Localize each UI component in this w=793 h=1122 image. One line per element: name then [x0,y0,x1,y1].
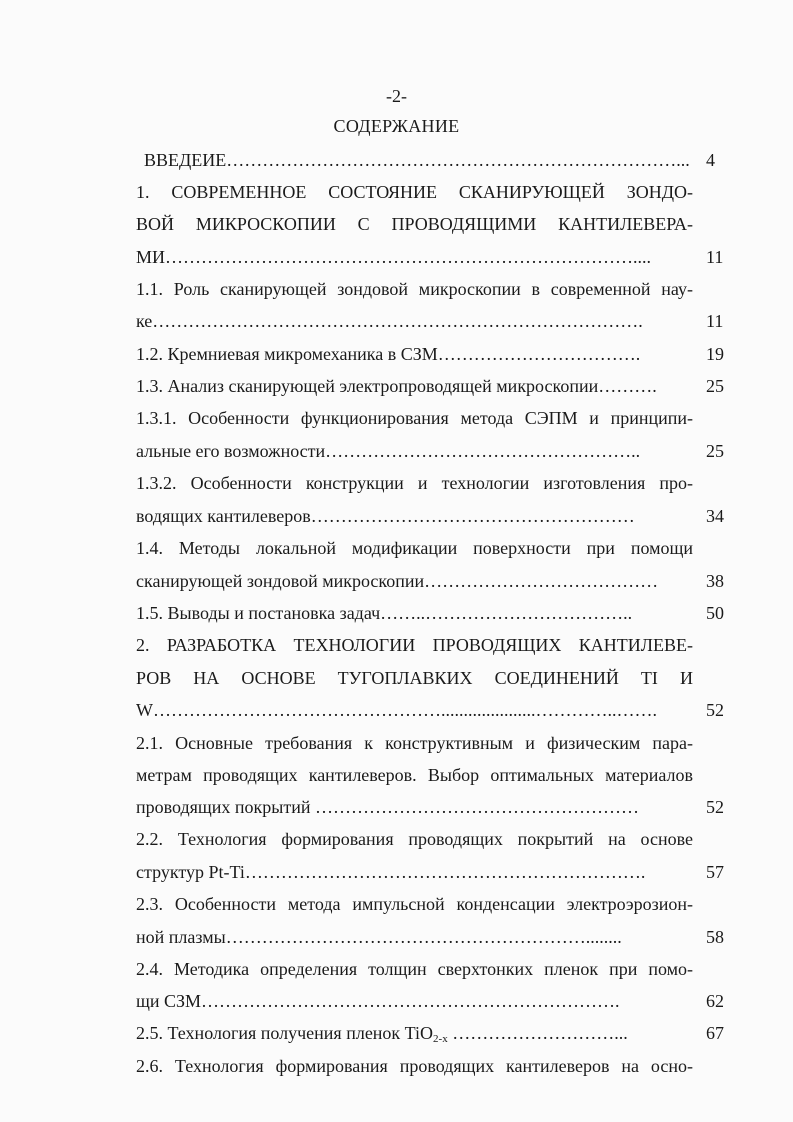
toc-entry-1-3: 1.3. Анализ сканирующей электропроводящей микроскопии………. [136,376,657,396]
toc-page-number: 58 [706,927,724,947]
toc-entry-2-5-subscript: 2-x [433,1033,448,1045]
toc-page-number: 57 [706,862,724,882]
toc-entry-2-5-suffix: ………………………... [447,1023,628,1043]
page-number: -2- [386,86,407,106]
toc-entry-2-2-line2: структур Pt-Ti…………………………………………………………. [136,862,646,882]
toc-page-number: 25 [706,441,724,461]
toc-entry-2-2-line1: 2.2. Технология формирования проводящих покрытий на основе [136,829,693,849]
toc-entry-1-1-line2: ке………………………………………………………………………. [136,311,643,331]
toc-entry-1-5: 1.5. Выводы и постановка задач……..…………………………….. [136,603,633,623]
toc-entry-2-5 [136,1021,628,1045]
toc-entry-1-2: 1.2. Кремниевая микромеханика в СЗМ……………………………. [136,344,641,364]
toc-entry-2-1-line2: метрам проводящих кантилеверов. Выбор оптимальных материалов [136,765,693,785]
toc-entry-2-5-prefix: 2.5. Технология получения пленок TiO [136,1023,434,1043]
toc-entry-2-line2: РОВ НА ОСНОВЕ ТУГОПЛАВКИХ СОЕДИНЕНИЙ TI И [136,668,693,688]
toc-title: СОДЕРЖАНИЕ [333,116,460,136]
toc-entry-2-6-line1: 2.6. Технология формирования проводящих кантилеверов на осно- [136,1056,693,1076]
toc-entry-2-line1: 2. РАЗРАБОТКА ТЕХНОЛОГИИ ПРОВОДЯЩИХ КАНТИЛЕВЕ- [136,635,693,655]
toc-entry-1-line3: МИ…………………………………………………………………….... [136,247,652,267]
toc-entry-2-4-line1: 2.4. Методика определения толщин сверхтонких пленок при помо- [136,959,693,979]
toc-entry-2-4-line2: щи СЗМ……………………………………………………………. [136,991,620,1011]
toc-entry-1-3-1-line1: 1.3.1. Особенности функционирования метода СЭПМ и принципи- [136,408,693,428]
toc-entry-text: ВВЕДЕИЕ…………………………………………………………………... [144,150,690,170]
toc-entry-1-line1: 1. СОВРЕМЕННОЕ СОСТОЯНИЕ СКАНИРУЮЩЕЙ ЗОНДО- [136,182,693,202]
toc-page-number: 25 [706,376,724,396]
toc-entry-2-1-line1: 2.1. Основные требования к конструктивным и физическим пара- [136,733,693,753]
toc-page-number: 34 [706,506,724,526]
toc-entry-1-4-line1: 1.4. Методы локальной модификации поверхности при помощи [136,538,693,558]
toc-entry-1-1-line1: 1.1. Роль сканирующей зондовой микроскопии в современной нау- [136,279,693,299]
toc-page-number: 4 [706,150,715,170]
toc-page-number: 11 [706,247,724,267]
toc-entry-1-3-2-line1: 1.3.2. Особенности конструкции и технологии изготовления про- [136,473,693,493]
toc-entry-2-3-line1: 2.3. Особенности метода импульсной конденсации электроэрозион- [136,894,693,914]
toc-page-number: 62 [706,991,724,1011]
toc-entry-1-line2: ВОЙ МИКРОСКОПИИ С ПРОВОДЯЩИМИ КАНТИЛЕВЕРА- [136,214,693,234]
toc-entry-2-1-line3: проводящих покрытий ……………………………………………… [136,797,640,817]
toc-page-number: 50 [706,603,724,623]
toc-entry-1-3-1-line2: альные его возможности…………………………………………….. [136,441,641,461]
toc-entry-1-3-2-line2: водящих кантилеверов……………………………………………… [136,506,635,526]
toc-entry-intro [144,148,694,172]
toc-entry-1-4-line2: сканирующей зондовой микроскопии………………………………… [136,571,659,591]
toc-page-number: 67 [706,1023,724,1043]
toc-page-number: 52 [706,797,724,817]
toc-entry-2-line3: W………………………………………….....................…………..……. [136,700,657,720]
toc-page-number: 52 [706,700,724,720]
toc-page-number: 19 [706,344,724,364]
toc-page-number: 38 [706,571,724,591]
toc-entry-2-3-line2: ной плазмы……………………………………………………........ [136,927,622,947]
toc-page-number: 11 [706,311,724,331]
